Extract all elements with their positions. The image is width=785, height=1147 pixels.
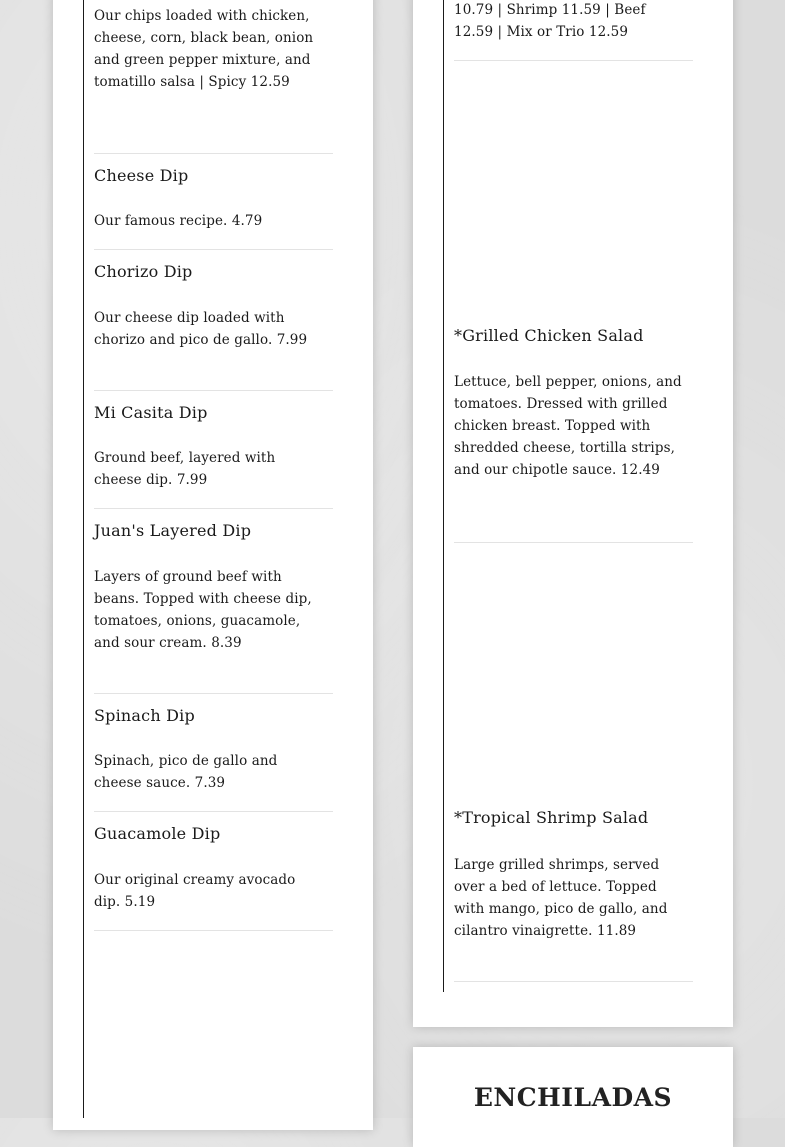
menu-item-description: Our chips loaded with chicken, cheese, corn, black bean, onion and green pepper mixture, and tomatillo salsa | Spicy 12.59 (94, 8, 314, 90)
item-divider (454, 981, 693, 982)
menu-item-description: Layers of ground beef with beans. Topped with cheese dip, tomatoes, onions, guacamole, and sour cream. 8.39 (94, 569, 312, 651)
item-divider (454, 60, 693, 61)
menu-item-title: *Grilled Chicken Salad (454, 326, 644, 345)
menu-item-title: Guacamole Dip (94, 824, 221, 843)
menu-item-description: Lettuce, bell pepper, onions, and tomatoes. Dressed with grilled chicken breast. Topped with shredded cheese, tortilla strips, and our chipotle sauce. 12.49 (454, 374, 682, 478)
menu-item-description: 10.79 | Shrimp 11.59 | Beef 12.59 | Mix or Trio 12.59 (454, 2, 646, 40)
menu-item-description: Large grilled shrimps, served over a bed of lettuce. Topped with mango, pico de gallo, and cilantro vinaigrette. 11.89 (454, 857, 668, 939)
item-divider (94, 693, 333, 694)
menu-item-description: Our original creamy avocado dip. 5.19 (94, 872, 296, 910)
item-divider (94, 811, 333, 812)
item-divider (94, 390, 333, 391)
section-heading-enchiladas: ENCHILADAS (473, 1083, 673, 1112)
item-divider (94, 930, 333, 931)
item-divider (94, 508, 333, 509)
panel-rule-right (443, 0, 444, 992)
menu-item-title: Cheese Dip (94, 166, 189, 185)
item-divider (454, 542, 693, 543)
menu-item-description: Ground beef, layered with cheese dip. 7.99 (94, 450, 276, 488)
item-divider (94, 153, 333, 154)
menu-item-description: Our cheese dip loaded with chorizo and pico de gallo. 7.99 (94, 310, 308, 348)
menu-item-description: Our famous recipe. 4.79 (94, 213, 263, 229)
menu-item-title: Chorizo Dip (94, 262, 193, 281)
menu-item-title: Mi Casita Dip (94, 403, 208, 422)
menu-item-title: Juan's Layered Dip (94, 521, 252, 540)
menu-item-description: Spinach, pico de gallo and cheese sauce. 7.39 (94, 753, 278, 791)
panel-rule-left (83, 0, 84, 1118)
menu-item-title: Spinach Dip (94, 706, 195, 725)
menu-item-title: *Tropical Shrimp Salad (454, 808, 649, 827)
item-divider (94, 249, 333, 250)
